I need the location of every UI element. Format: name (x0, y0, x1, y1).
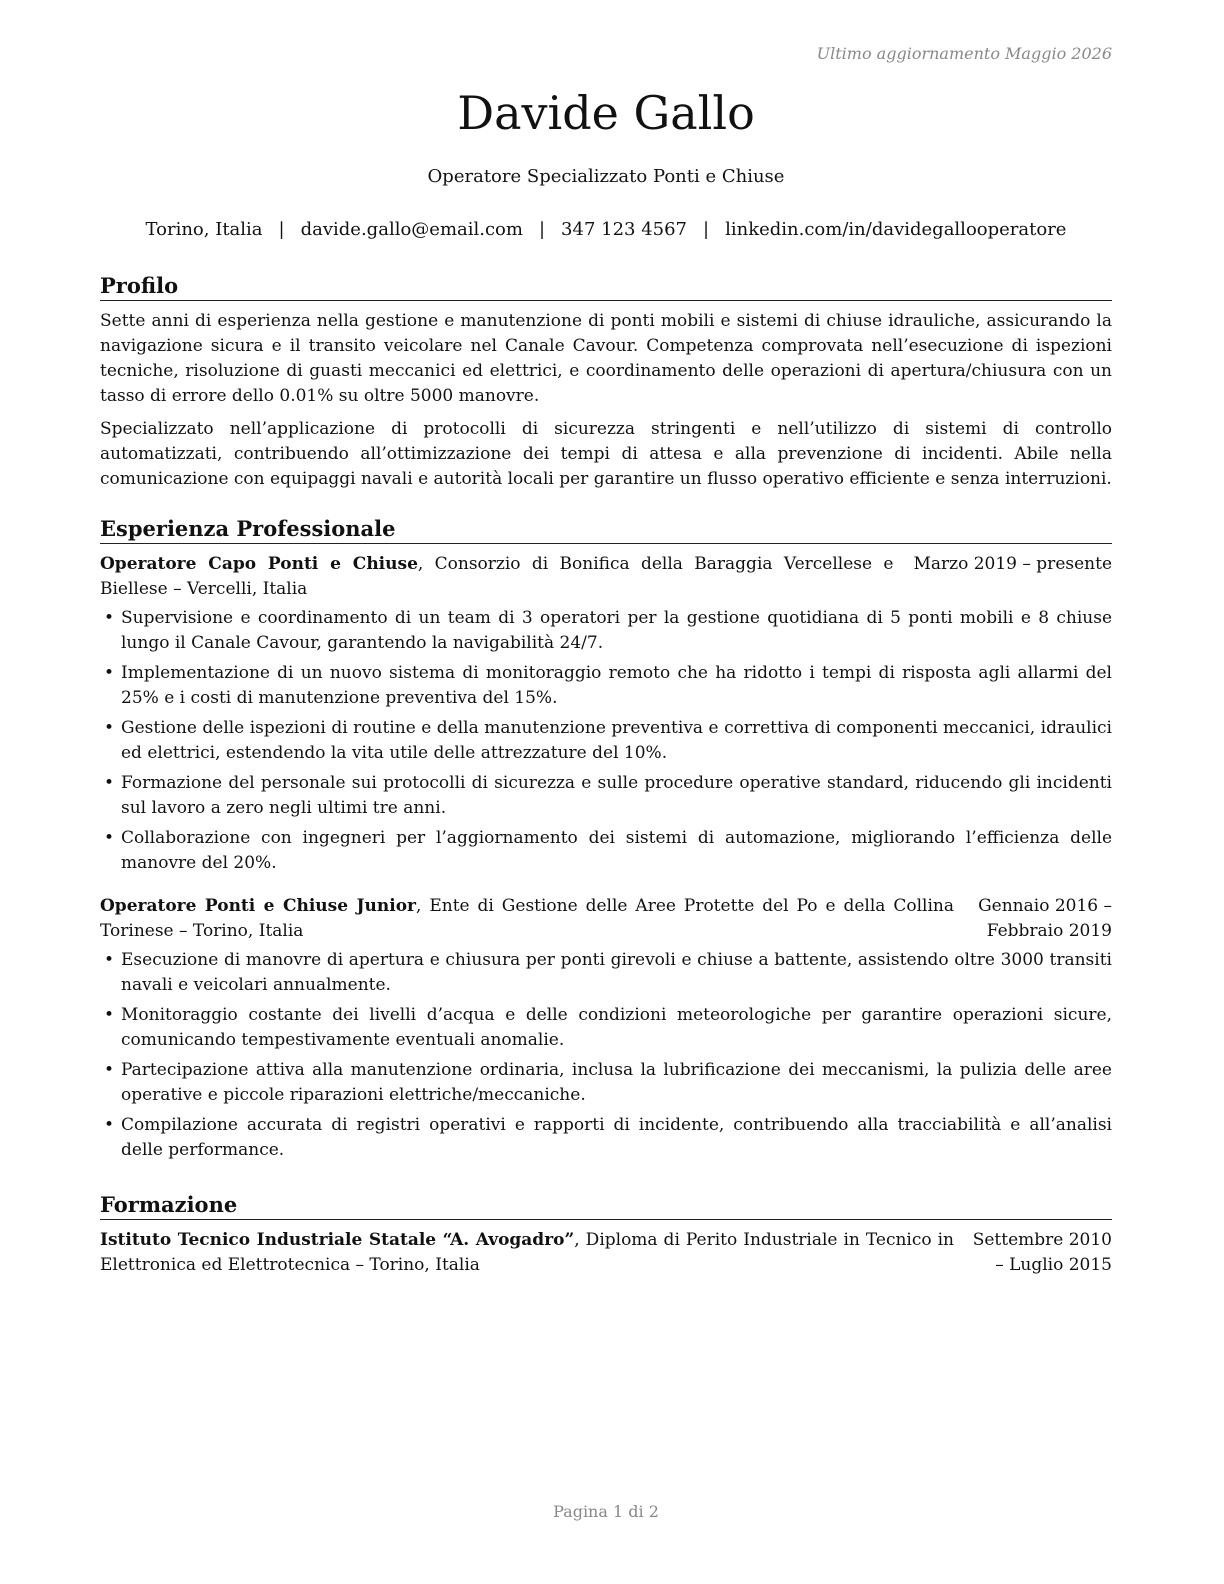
resume-page (100, 0, 1112, 1584)
list-item (100, 826, 1112, 876)
bullet-icon: • (104, 718, 115, 738)
bullet-text: Compilazione accurata di registri operativi e rapporti di incidente, contribuendo alla tracciabilità e all’analisi delle performance. (121, 1115, 1112, 1160)
job-entry (100, 894, 1112, 1163)
bullet-icon: • (104, 1060, 115, 1080)
bullet-text: Implementazione di un nuovo sistema di monitoraggio remoto che ha ridotto i tempi di risposta agli allarmi del 25% e i costi di manutenzione preventiva del 15%. (121, 663, 1112, 708)
job-header (100, 894, 1112, 944)
bullet-icon: • (104, 1005, 115, 1025)
experience-section (100, 515, 1112, 1168)
contact-separator: | (278, 219, 285, 240)
list-item (100, 948, 1112, 998)
education-entry (100, 1228, 1112, 1278)
bullet-icon: • (104, 828, 115, 848)
page-number: Pagina 1 di 2 (553, 1502, 659, 1521)
profile-paragraph: Sette anni di esperienza nella gestione e manutenzione di ponti mobili e sistemi di chiuse idrauliche, assicurando la navigazione sicura e il transito veicolare nel Canale Cavour. Competenza comprovata nell’esecuzione di ispezioni tecniche, risoluzione di guasti meccanici ed elettrici, e coordinamento delle operazioni di apertura/chiusura con un tasso di errore dello 0.01% su oltre 5000 manovre. (100, 311, 1112, 406)
contact-linkedin[interactable]: linkedin.com/in/davidegallooperatore (725, 219, 1067, 240)
profile-heading: Profilo (100, 272, 1112, 301)
list-item (100, 1058, 1112, 1108)
list-item (100, 661, 1112, 711)
contact-separator: | (538, 219, 546, 240)
profile-section (100, 272, 1112, 500)
education-section (100, 1191, 1112, 1278)
last-updated: Ultimo aggiornamento Maggio 2026 (816, 44, 1112, 63)
job-title-employer (100, 894, 954, 944)
bullet-text: Partecipazione attiva alla manutenzione ordinaria, inclusa la lubrificazione dei meccanismi, la pulizia delle aree operative e piccole riparazioni elettriche/meccaniche. (121, 1060, 1112, 1105)
profile-paragraph: Specializzato nell’applicazione di protocolli di sicurezza stringenti e nell’utilizzo di sistemi di controllo automatizzati, contribuendo all’ottimizzazione dei tempi di attesa e alla prevenzione di incidenti. Abile nella comunicazione con equipaggi navali e autorità locali per garantire un flusso operativo efficiente e senza interruzioni. (100, 419, 1112, 489)
list-item (100, 606, 1112, 656)
bullet-text: Monitoraggio costante dei livelli d’acqua e delle condizioni meteorologiche per garantire operazioni sicure, comunicando tempestivamente eventuali anomalie. (121, 1005, 1112, 1050)
job-bullets (100, 948, 1112, 1163)
job-role: Operatore Ponti e Chiuse Junior (100, 896, 417, 916)
education-school-degree (100, 1228, 954, 1278)
bullet-icon: • (104, 663, 115, 683)
contact-location: Torino, Italia (145, 219, 263, 240)
job-employer: , Ente di Gestione delle Aree Protette del Po e della Collina Torinese – Torino, Italia (100, 896, 954, 941)
bullet-text: Supervisione e coordinamento di un team di 3 operatori per la gestione quotidiana di 5 ponti mobili e 8 chiuse lungo il Canale Cavour, garantendo la navigabilità 24/7. (121, 608, 1112, 653)
bullet-icon: • (104, 773, 115, 793)
contact-email[interactable]: davide.gallo@email.com (300, 219, 523, 240)
contact-line (100, 219, 1112, 240)
bullet-icon: • (104, 608, 115, 628)
contact-phone[interactable]: 347 123 4567 (561, 219, 688, 240)
job-title-employer (100, 552, 893, 602)
bullet-text: Gestione delle ispezioni di routine e della manutenzione preventiva e correttiva di componenti meccanici, idraulici ed elettrici, estendendo la vita utile delle attrezzature del 10%. (121, 718, 1112, 763)
experience-heading: Esperienza Professionale (100, 515, 1112, 544)
list-item (100, 1113, 1112, 1163)
education-dates: Settembre 2010 – Luglio 2015 (972, 1230, 1112, 1275)
bullet-text: Esecuzione di manovre di apertura e chiusura per ponti girevoli e chiuse a battente, assistendo oltre 3000 transiti navali e veicolari annualmente. (121, 950, 1112, 995)
list-item (100, 716, 1112, 766)
job-header (100, 552, 1112, 602)
bullet-text: Collaborazione con ingegneri per l’aggiornamento dei sistemi di automazione, migliorando l’efficienza delle manovre del 20%. (121, 828, 1112, 873)
bullet-icon: • (104, 1115, 115, 1135)
job-dates: Marzo 2019 – presente (913, 554, 1112, 574)
bullet-icon: • (104, 950, 115, 970)
education-degree: , Diploma di Perito Industriale in Tecnico in Elettronica ed Elettrotecnica – Torino, Italia (100, 1230, 954, 1275)
education-school: Istituto Tecnico Industriale Statale “A. Avogadro” (100, 1230, 575, 1250)
bullet-text: Formazione del personale sui protocolli di sicurezza e sulle procedure operative standard, riducendo gli incidenti sul lavoro a zero negli ultimi tre anni. (121, 773, 1112, 818)
job-dates: Gennaio 2016 – Febbraio 2019 (978, 896, 1112, 941)
job-entry (100, 552, 1112, 876)
job-employer: , Consorzio di Bonifica della Baraggia Vercellese e Biellese – Vercelli, Italia (100, 554, 894, 599)
job-title: Operatore Specializzato Ponti e Chiuse (427, 166, 785, 187)
contact-separator: | (703, 219, 710, 240)
list-item (100, 771, 1112, 821)
job-role: Operatore Capo Ponti e Chiuse (100, 554, 418, 574)
job-bullets (100, 606, 1112, 876)
candidate-name: Davide Gallo (457, 86, 755, 140)
list-item (100, 1003, 1112, 1053)
education-heading: Formazione (100, 1191, 1112, 1220)
